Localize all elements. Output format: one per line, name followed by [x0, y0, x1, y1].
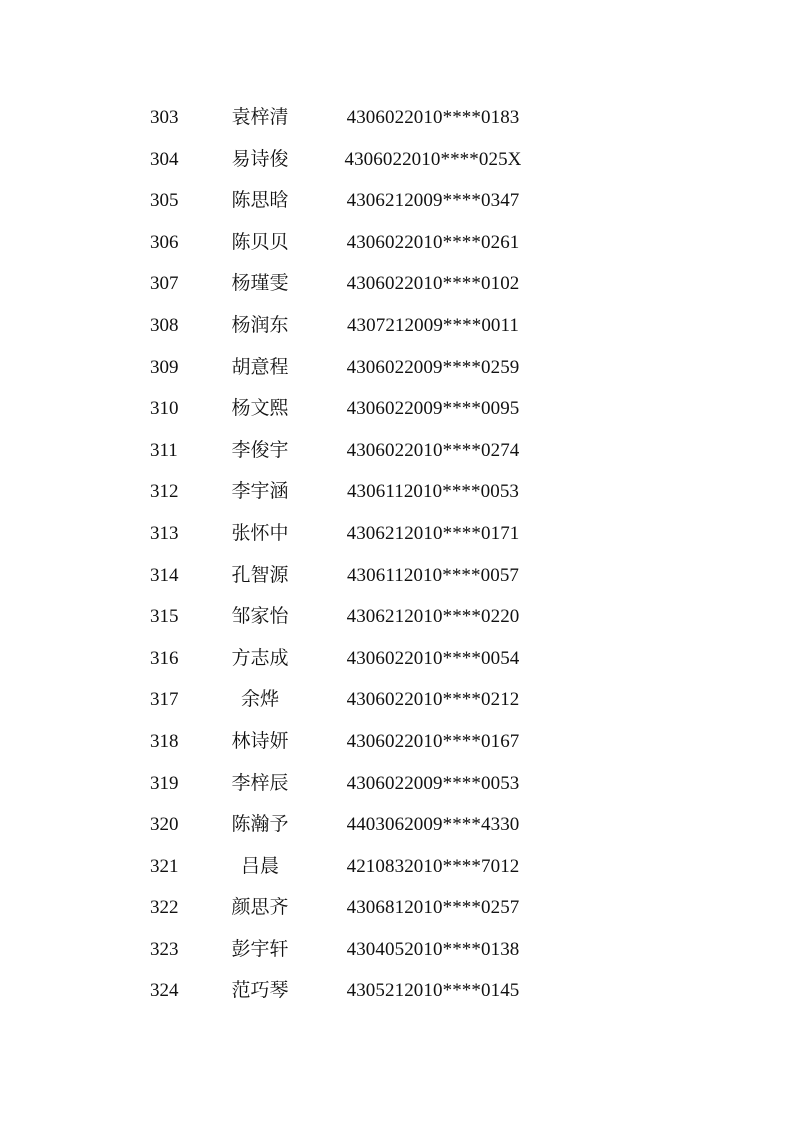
roster-row — [150, 929, 550, 971]
roster-row — [150, 263, 550, 305]
student-name: 张怀中 — [231, 521, 289, 544]
id-number: 4307212009****0011 — [346, 314, 520, 336]
row-number: 306 — [150, 231, 179, 253]
roster-row — [150, 596, 550, 638]
row-number: 309 — [150, 356, 179, 378]
row-number: 303 — [150, 107, 179, 128]
student-name: 李俊宇 — [231, 438, 289, 461]
id-number: 4306812010****0257 — [346, 897, 520, 919]
student-name: 邹家怡 — [231, 605, 289, 628]
id-number: 4306022010****0102 — [346, 273, 520, 295]
roster-row — [150, 222, 550, 264]
student-name: 杨润东 — [231, 313, 289, 336]
roster-row — [150, 139, 550, 181]
roster-row — [150, 555, 550, 597]
id-number: 4306112010****0057 — [346, 564, 520, 586]
row-number: 313 — [150, 522, 179, 544]
student-name: 陈贝贝 — [231, 230, 289, 253]
student-name: 陈瀚予 — [231, 813, 289, 836]
id-number: 4306022009****0095 — [346, 398, 520, 420]
id-number: 4305212010****0145 — [346, 980, 520, 1002]
roster-row — [150, 180, 550, 222]
student-name: 范巧琴 — [231, 979, 289, 1002]
id-number: 4304052010****0138 — [346, 938, 520, 960]
id-number: 4306022010****0054 — [346, 647, 520, 669]
row-number: 324 — [150, 980, 179, 1002]
roster-row — [150, 347, 550, 389]
row-number: 304 — [150, 148, 179, 170]
id-number: 4306022010****0274 — [346, 439, 520, 461]
student-name: 李梓辰 — [231, 771, 289, 794]
roster-row — [150, 846, 550, 888]
row-number: 314 — [150, 564, 179, 586]
student-name: 袁梓清 — [231, 106, 289, 128]
roster-row — [150, 471, 550, 513]
id-number: 4306212009****0347 — [346, 190, 520, 212]
id-number: 4306022010****0212 — [346, 689, 520, 711]
row-number: 315 — [150, 606, 179, 628]
student-name: 颜思齐 — [231, 896, 289, 919]
row-number: 323 — [150, 938, 179, 960]
roster-row — [150, 513, 550, 555]
id-number: 4306112010****0053 — [346, 481, 520, 503]
row-number: 317 — [150, 689, 179, 711]
roster-row — [150, 679, 550, 721]
id-number: 4306022009****0259 — [346, 356, 520, 378]
row-number: 310 — [150, 398, 179, 420]
student-name: 易诗俊 — [231, 147, 289, 170]
roster-row — [150, 638, 550, 680]
row-number: 308 — [150, 314, 179, 336]
student-name: 余烨 — [240, 688, 279, 711]
row-number: 322 — [150, 897, 179, 919]
student-name: 杨文熙 — [231, 397, 289, 420]
student-name: 吕晨 — [240, 854, 279, 877]
roster-row — [150, 97, 550, 139]
student-name: 陈思晗 — [231, 189, 289, 212]
roster-row — [150, 388, 550, 430]
student-name: 杨瑾雯 — [231, 272, 289, 295]
student-name: 方志成 — [231, 646, 289, 669]
row-number: 318 — [150, 730, 179, 752]
row-number: 321 — [150, 855, 179, 877]
row-number: 312 — [150, 481, 179, 503]
id-number: 4306022010****0183 — [346, 107, 520, 128]
row-number: 320 — [150, 814, 179, 836]
roster-list — [150, 97, 550, 1012]
id-number: 4306022010****0167 — [346, 730, 520, 752]
student-name: 孔智源 — [231, 563, 289, 586]
id-number: 4306022010****0261 — [346, 231, 520, 253]
student-name: 李宇涵 — [231, 480, 289, 503]
student-name: 彭宇轩 — [231, 937, 289, 960]
row-number: 307 — [150, 273, 179, 295]
student-name: 林诗妍 — [231, 729, 289, 752]
roster-row — [150, 721, 550, 763]
roster-row — [150, 887, 550, 929]
id-number: 4306022009****0053 — [346, 772, 520, 794]
student-name: 胡意程 — [231, 355, 289, 378]
id-number: 4306022010****025X — [344, 148, 522, 170]
roster-row — [150, 804, 550, 846]
row-number: 311 — [150, 439, 178, 461]
row-number: 305 — [150, 190, 179, 212]
row-number: 319 — [150, 772, 179, 794]
roster-row — [150, 430, 550, 472]
roster-row — [150, 305, 550, 347]
id-number: 4306212010****0171 — [346, 522, 520, 544]
row-number: 316 — [150, 647, 179, 669]
roster-row — [150, 970, 550, 1012]
id-number: 4210832010****7012 — [346, 855, 520, 877]
id-number: 4403062009****4330 — [346, 814, 520, 836]
roster-row — [150, 763, 550, 805]
id-number: 4306212010****0220 — [346, 606, 520, 628]
